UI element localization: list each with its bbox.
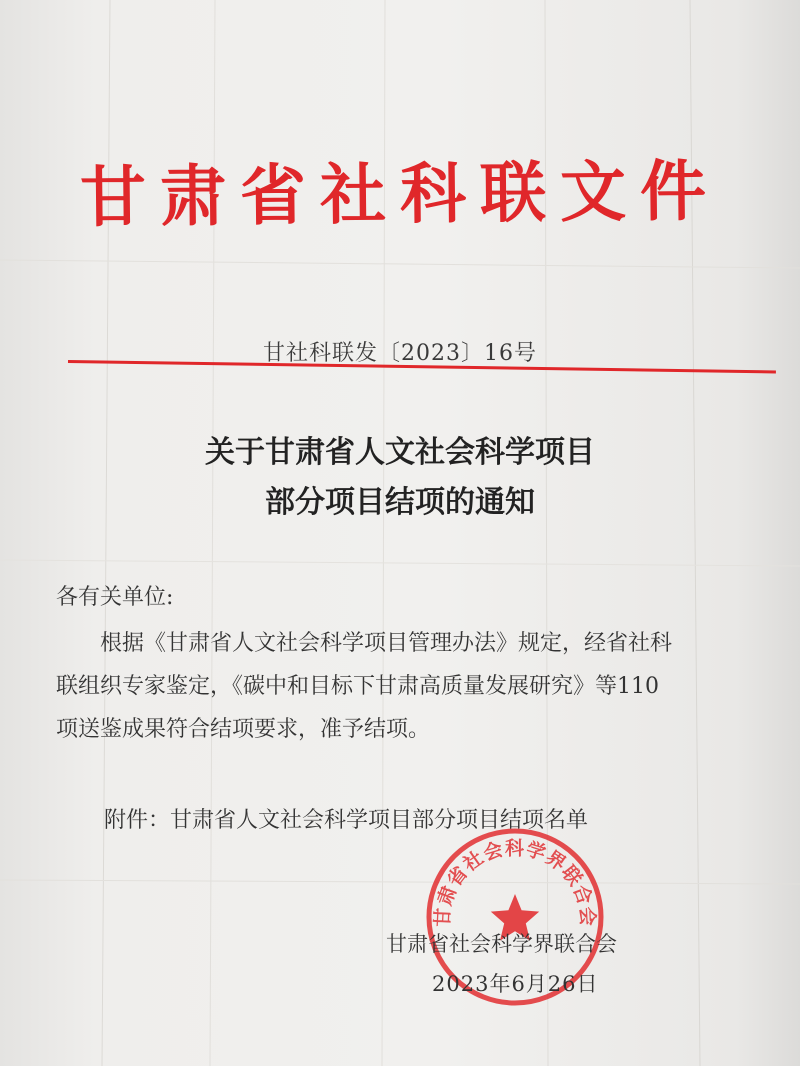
notice-title-line-2: 部分项目结项的通知 (265, 485, 535, 520)
notice-title-line-1: 关于甘肃省人文社会科学项目 (205, 435, 595, 470)
notice-title (0, 428, 800, 528)
addressee: 各有关单位: (56, 585, 174, 610)
issuer-name: 甘肃省社会科学界联合会 (386, 932, 617, 956)
document-header-title: 甘肃省社科联文件 (79, 152, 721, 237)
seal-text: 甘肃省社会科学界联合会 (431, 837, 599, 928)
attachment-line: 附件：甘肃省人文社会科学项目部分项目结项名单 (104, 808, 589, 833)
body-paragraph-line: 联组织专家鉴定，《碳中和目标下甘肃高质量发展研究》等110 (56, 674, 659, 699)
body-paragraph-line: 项送鉴成果符合结项要求，准予结项。 (56, 717, 431, 742)
body-paragraph-line: 根据《甘肃省人文社会科学项目管理办法》规定，经省社科 (56, 631, 673, 656)
body-paragraph (56, 622, 746, 751)
issue-date: 2023年6月26日 (432, 972, 599, 996)
document-number: 甘社科联发〔2023〕16号 (263, 341, 537, 366)
